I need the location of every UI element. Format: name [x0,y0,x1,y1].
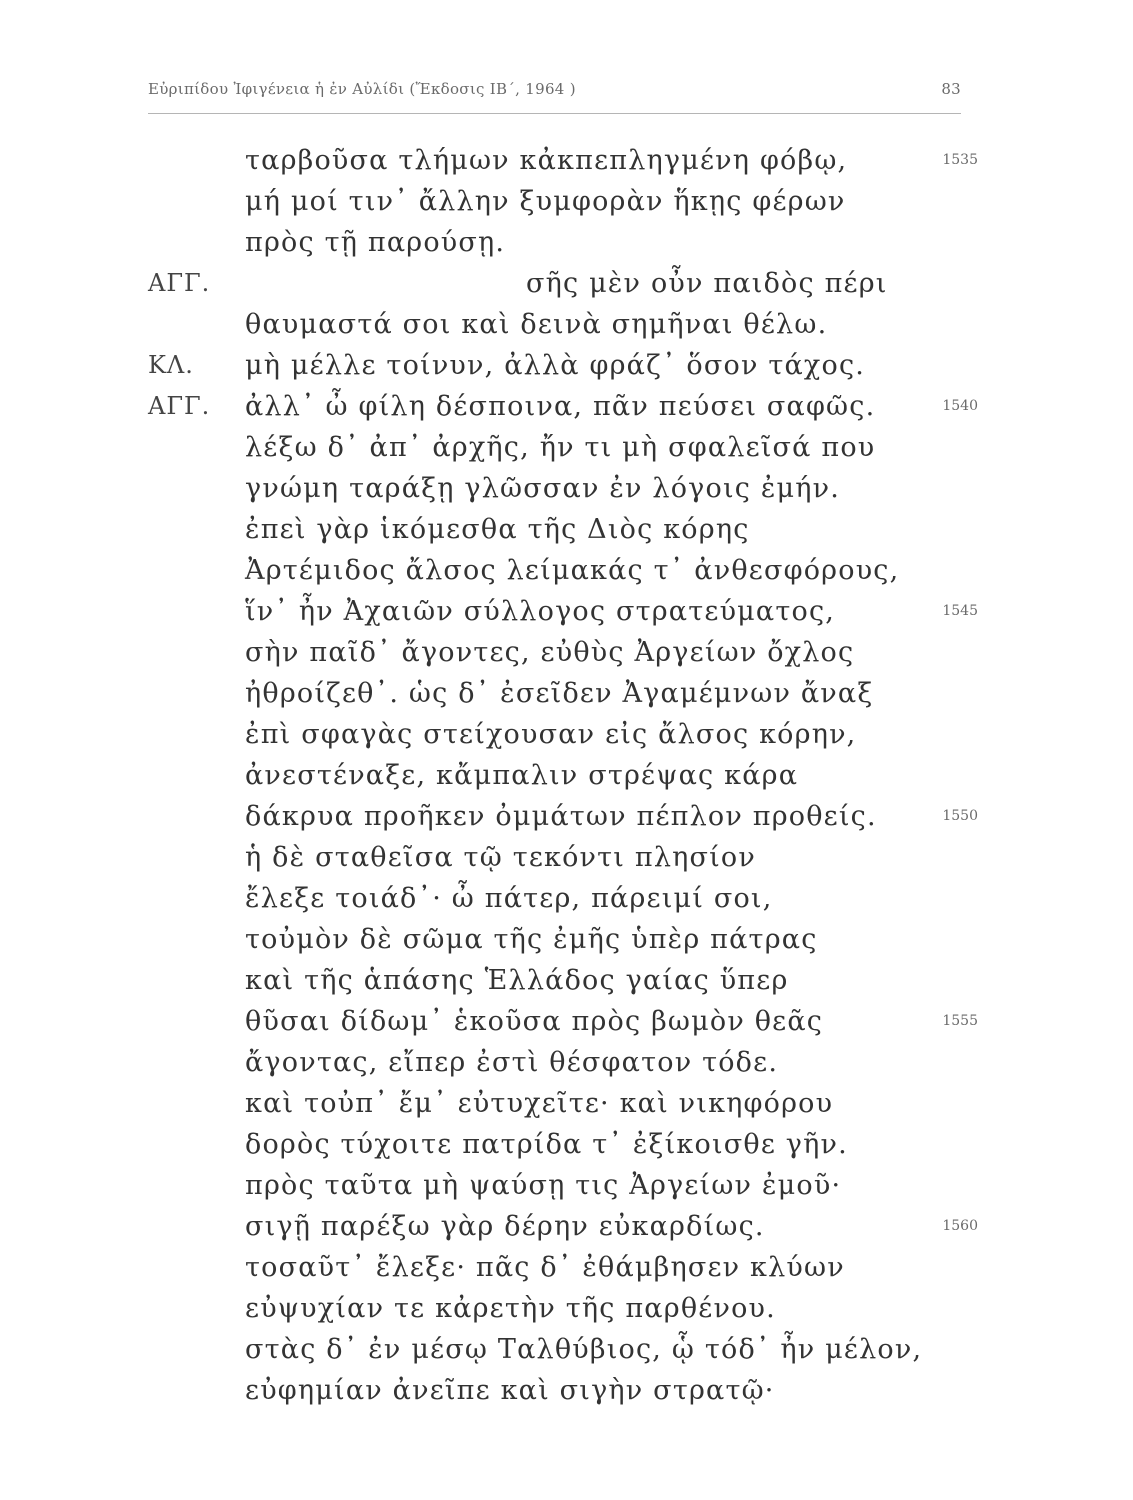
verse-line [148,550,978,591]
verse-line [148,1288,978,1329]
verse-text: δορὸς τύχοιτε πατρίδα τ᾽ ἐξίκοισθε γῆν. [245,1129,848,1160]
page-number: 83 [941,80,961,98]
verse-text: τοσαῦτ᾽ ἔλεξε· πᾶς δ᾽ ἐθάμβησεν κλύων [245,1252,845,1283]
verse-line [148,878,978,919]
verse-line [148,427,978,468]
line-number: 1545 [942,603,978,619]
verse-text: ἐπὶ σφαγὰς στείχουσαν εἰς ἄλσος κόρην, [245,719,857,750]
verse-line [148,1083,978,1124]
verse-text: ἀνεστέναξε, κἄμπαλιν στρέψας κάρα [245,760,799,791]
speaker-label: ΑΓΓ. [148,392,211,420]
speaker-label: ΚΛ. [148,351,194,379]
verse-line [148,1329,978,1370]
speaker-label: ΑΓΓ. [148,269,211,297]
verse-line [148,181,978,222]
verse-line [148,345,978,386]
verse-text: ἵν᾽ ἦν Ἀχαιῶν σύλλογος στρατεύματος, [245,596,836,627]
verse-line [148,140,978,181]
verse-text: σὴν παῖδ᾽ ἄγοντες, εὐθὺς Ἀργείων ὄχλος [245,637,855,668]
verse-text: εὐφημίαν ἀνεῖπε καὶ σιγὴν στρατῷ· [245,1375,775,1406]
verse-line [148,1370,978,1411]
verse-line [148,386,978,427]
verse-line [148,263,978,304]
verse-text: πρὸς ταῦτα μὴ ψαύσῃ τις Ἀργείων ἐμοῦ· [245,1170,842,1201]
verse-text: ἡ δὲ σταθεῖσα τῷ τεκόντι πλησίον [245,842,756,873]
verse-line [148,1206,978,1247]
verse-text: στὰς δ᾽ ἐν μέσῳ Ταλθύβιος, ᾧ τόδ᾽ ἦν μέλον, [245,1334,923,1365]
verse-text: ἔλεξε τοιάδ᾽· ὦ πάτερ, πάρειμί σοι, [245,883,773,914]
verse-text: σιγῇ παρέξω γὰρ δέρην εὐκαρδίως. [245,1211,765,1242]
verse-line [148,673,978,714]
verse-line [148,591,978,632]
line-number: 1540 [942,398,978,414]
verse-text: τοὐμὸν δὲ σῶμα τῆς ἐμῆς ὑπὲρ πάτρας [245,924,818,955]
verse-line [148,509,978,550]
verse-text: ἄγοντας, εἴπερ ἐστὶ θέσφατον τόδε. [245,1047,779,1078]
verse-text: ταρβοῦσα τλήμων κἀκπεπληγμένη φόβῳ, [245,145,848,176]
verse-text: θῦσαι δίδωμ᾽ ἑκοῦσα πρὸς βωμὸν θεᾶς [245,1006,824,1037]
line-number: 1550 [942,808,978,824]
running-header [148,80,961,104]
verse-line [148,755,978,796]
line-number: 1535 [942,152,978,168]
verse-text: ἠθροίζεθ᾽. ὡς δ᾽ ἐσεῖδεν Ἀγαμέμνων ἄναξ [245,678,874,709]
verse-line [148,1165,978,1206]
line-number: 1555 [942,1013,978,1029]
verse-line [148,1247,978,1288]
verse-text: πρὸς τῇ παρούσῃ. [245,227,506,258]
verse-line [148,468,978,509]
verse-block [148,140,978,1411]
verse-line [148,714,978,755]
verse-line [148,919,978,960]
verse-text: σῆς μὲν οὖν παιδὸς πέρι [526,268,888,299]
verse-text: δάκρυα προῆκεν ὀμμάτων πέπλον προθείς. [245,801,877,832]
verse-text: Ἀρτέμιδος ἄλσος λείμακάς τ᾽ ἀνθεσφόρους, [245,555,900,586]
verse-line [148,796,978,837]
header-rule [148,113,961,114]
verse-text: μή μοί τιν᾽ ἄλλην ξυμφορὰν ἥκῃς φέρων [245,186,846,217]
verse-line [148,222,978,263]
verse-text: καὶ τοὐπ᾽ ἔμ᾽ εὐτυχεῖτε· καὶ νικηφόρου [245,1088,834,1119]
verse-line [148,960,978,1001]
line-number: 1560 [942,1218,978,1234]
verse-text: καὶ τῆς ἁπάσης Ἑλλάδος γαίας ὕπερ [245,965,789,996]
verse-line [148,304,978,345]
verse-text: ἀλλ᾽ ὦ φίλη δέσποινα, πᾶν πεύσει σαφῶς. [245,391,876,422]
verse-text: ἐπεὶ γὰρ ἱκόμεσθα τῆς Διὸς κόρης [245,514,750,545]
verse-text: θαυμαστά σοι καὶ δεινὰ σημῆναι θέλω. [245,309,828,340]
verse-line [148,1042,978,1083]
verse-text: λέξω δ᾽ ἀπ᾽ ἀρχῆς, ἤν τι μὴ σφαλεῖσά που [245,432,876,463]
verse-text: μὴ μέλλε τοίνυν, ἀλλὰ φράζ᾽ ὅσον τάχος. [245,350,866,381]
verse-line [148,1124,978,1165]
verse-line [148,632,978,673]
verse-text: γνώμη ταράξῃ γλῶσσαν ἐν λόγοις ἐμήν. [245,473,841,504]
verse-line [148,837,978,878]
verse-line [148,1001,978,1042]
verse-text: εὐψυχίαν τε κἀρετὴν τῆς παρθένου. [245,1293,776,1324]
running-header-title: Εὐριπίδου Ἰφιγένεια ἡ ἐν Αὐλίδι (Ἔκδοσις ΙΒ΄, 1964 ) [148,80,576,98]
